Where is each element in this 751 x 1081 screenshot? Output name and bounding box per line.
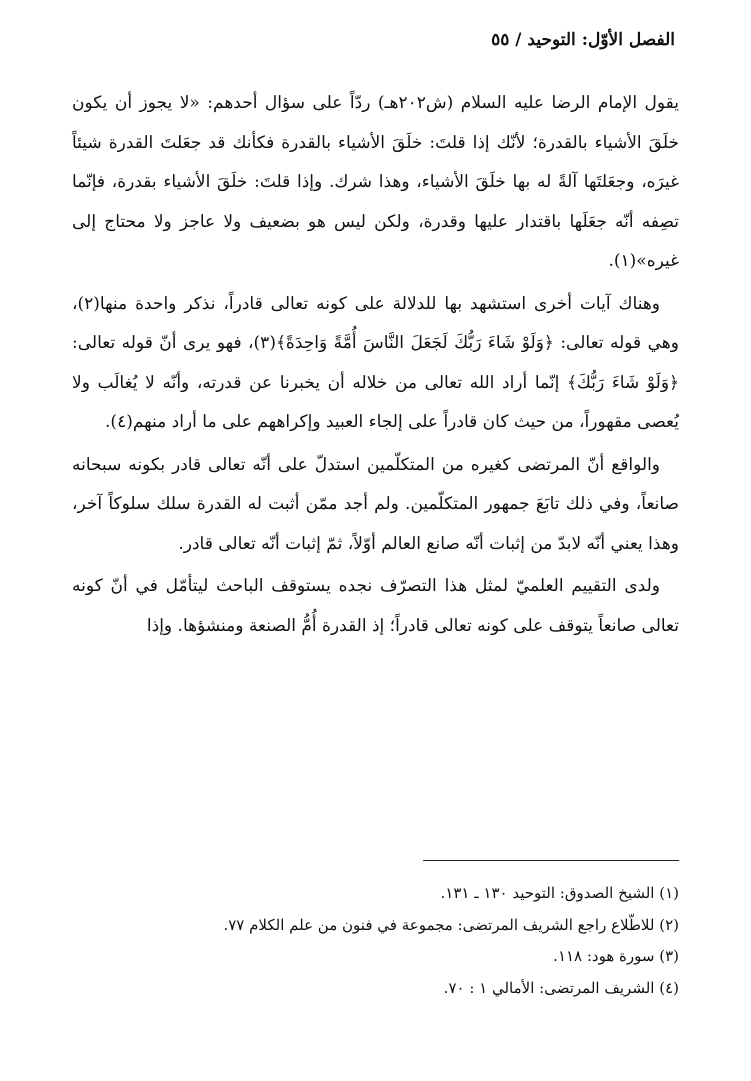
paragraph-4: ولدى التقييم العلميّ لمثل هذا التصرّف نجده يستوقف الباحث ليتأمّل في أنّ كونه تعالى صانعاً يتوقف على كونه تعالى قادراً؛ إذ القدرة أُمُّ الصنعة ومنشؤها. وإذا	[72, 576, 679, 636]
body-text	[72, 84, 679, 646]
running-head: الفصل الأوّل: التوحيد / ٥٥	[491, 30, 675, 50]
footnote-4: (٤) الشريف المرتضى: الأمالي ١ : ٧٠.	[443, 978, 679, 997]
paragraph-2: وهناك آيات أخرى استشهد بها للدلالة على كونه تعالى قادراً، نذكر واحدة منها(٢)، وهي قوله تعالى: ﴿وَلَوْ شَاءَ رَبُّكَ لَجَعَلَ النَّاسَ أُمَّةً وَاحِدَةً﴾(٣)، فهو يرى أنّ قوله تعالى: ﴿وَلَوْ شَاءَ رَبُّكَ﴾ إنّما أراد الله تعالى من خلاله أن يخبرنا عن قدرته، وأنّه لا يُغالَب ولا يُعصى مقهوراً، من حيث كان قادراً على إلجاء العبيد وإكراههم على ما أراد منهم(٤).	[72, 293, 679, 432]
footnote-2: (٢) للاطّلاع راجع الشريف المرتضى: مجموعة في فنون من علم الكلام ٧٧.	[223, 915, 679, 934]
paragraph-3: والواقع أنّ المرتضى كغيره من المتكلّمين استدلّ على أنّه تعالى قادر بكونه سبحانه صانعاً، وفي ذلك تابَعَ جمهور المتكلّمين. ولم أجد ممّن أثبت له القدرة سلك سلوكاً آخر، وهذا يعني أنّه لابدّ من إثبات أنّه صانع العالم أوّلاً، ثمّ إثبات أنّه تعالى قادر.	[72, 454, 679, 554]
paragraph-1: يقول الإمام الرضا عليه السلام (ش٢٠٢هـ) ردّاً على سؤال أحدهم: «لا يجوز أن يكون خلَقَ الأشياء بالقدرة؛ لأنّك إذا قلتَ: خلَقَ الأشياء بالقدرة فكأنك قد جعَلتَ القدرة شيئاً غيرَه، وجعَلتَها آلةً له بها خلَقَ الأشياء، وهذا شرك. وإذا قلتَ: خلَقَ الأشياء بقدرة، فإنّما تصِفه أنّه جعَلَها باقتدار عليها وقدرة، ولكن ليس هو بضعيف ولا عاجز ولا محتاج إلى غيره»(١).	[72, 93, 679, 271]
footnote-1: (١) الشيخ الصدوق: التوحيد ١٣٠ ـ ١٣١.	[440, 884, 679, 902]
footnotes	[72, 878, 679, 1004]
footnote-3: (٣) سورة هود: ١١٨.	[553, 947, 679, 965]
footnote-separator	[423, 860, 679, 861]
